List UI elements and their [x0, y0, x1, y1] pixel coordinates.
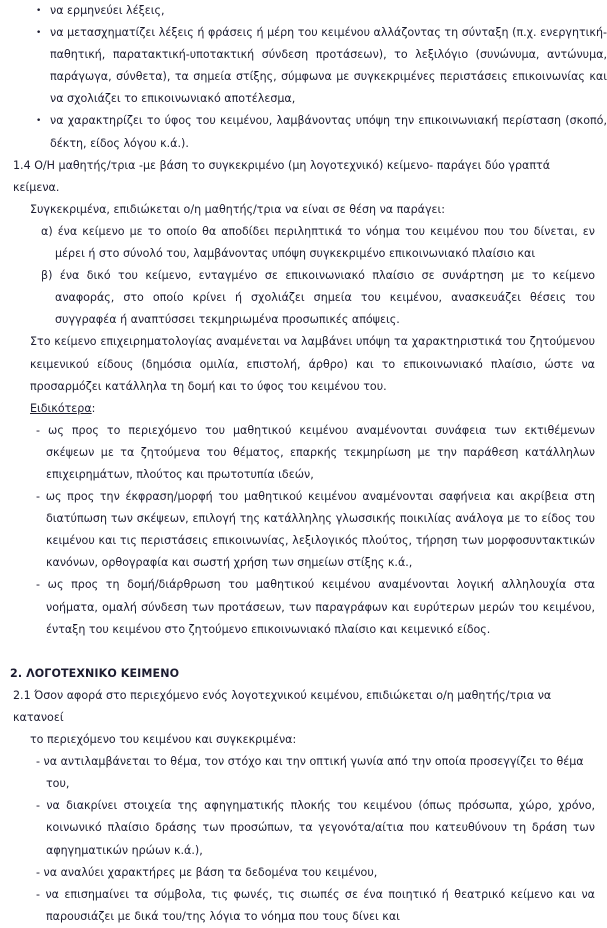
- dash-marker-icon: -: [36, 865, 41, 879]
- dash-list-item: [0, 862, 607, 884]
- dash-item-text: να αναλύει χαρακτήρες με βάση τα δεδομένα του κειμένου,: [43, 865, 378, 879]
- dash-item-text: να επισημαίνει τα σύμβολα, τις φωνές, τις σιωπές σε ένα ποιητικό ή θεατρικό κείμενο και να παρουσιάζει με δικά του/της λόγια το νόημα που τους δίνει και: [45, 887, 595, 923]
- numbered-item-2-1: [0, 685, 607, 729]
- section-spacer: [0, 641, 607, 663]
- bullet-marker-icon: •: [36, 6, 42, 16]
- especially-label: Ειδικότερα: [30, 401, 92, 415]
- especially-label-line: [0, 398, 607, 420]
- especially-colon: :: [91, 401, 96, 415]
- bullet-item-text: να χαρακτηρίζει το ύφος του κειμένου, λαμβάνοντας υπόψη την επικοινωνιακή περίσταση (σκοπό, δέκτη, είδος λόγου κ.ά.).: [50, 114, 607, 150]
- item-2-1-continuation: το περιεχόμενο του κειμένου και συγκεκριμένα:: [30, 733, 297, 747]
- item-lead-text: Όσον αφορά στο περιεχόμενο ενός λογοτεχνικού κειμένου, επιδιώκεται ο/η μαθητής/τρια να κατανοεί: [13, 688, 552, 724]
- dash-marker-icon: -: [36, 578, 41, 592]
- bullet-list-item: [0, 0, 607, 22]
- dash-item-text: ως προς τη δομή/διάρθρωση του μαθητικού κειμένου αναμένονται λογική αλληλουχία στα νοήματα, ομαλή σύνδεση των προτάσεων, των παραγράφων και ευρύτερων μερών του κειμένου, ένταξη του κειμένου στο ζητούμενο επικοινωνιακό πλαίσιο και κειμενικό είδος.: [46, 578, 595, 636]
- dash-list-item: [0, 751, 607, 795]
- numbered-item-1-4: [0, 155, 607, 199]
- dash-item-text: να διακρίνει στοιχεία της αφηγηματικής πλοκής του κειμένου (όπως πρόσωπα, χώρο, χρόνο, κοινωνικό πλαίσιο δράσης των προσώπων, τα γεγονότα/αίτια που κατευθύνουν τη δράση των αφηγηματικών ηρώων κ.ά.),: [46, 799, 596, 857]
- bullet-item-text: να μετασχηματίζει λέξεις ή φράσεις ή μέρη του κειμένου αλλάζοντας τη σύνταξη (π.χ. ενεργητική-παθητική, παρατακτική-υποτακτική σύνδεση προτάσεων), το λεξιλόγιο (συνώνυμα, αντώνυμα, παράγωγα, σύνθετα), τα σημεία στίξης, σύμφωνα με συγκεκριμένες περιστάσεις επικοινωνίας και να σχολιάζει το επικοινωνιακό αποτέλεσμα,: [50, 26, 607, 106]
- item-number: 2.1: [13, 688, 31, 702]
- dash-item-text: ως προς το περιεχόμενο του μαθητικού κειμένου αναμένονται συνάφεια των εκτιθέμενων σκέψεων με τα ζητούμενα του θέματος, επαρκής τεκμηρίωση με την παράθεση κατάλληλων επιχειρημάτων, πλούτος και πρωτοτυπία ιδεών,: [46, 423, 595, 481]
- item-1-4-sub-alpha: α) ένα κείμενο με το οποίο θα αποδίδει περιληπτικά το νόημα του κειμένου που του δίνεται, εν μέρει ή στο σύνολό του, λαμβάνοντας υπόψη συγκεκριμένο επικοινωνιακό πλαίσιο και: [41, 224, 595, 261]
- dash-list-item: [0, 884, 607, 928]
- dash-list-item: [0, 574, 607, 640]
- item-1-4-intro: Συγκεκριμένα, επιδιώκεται ο/η μαθητής/τρια να είναι σε θέση να παράγει:: [30, 202, 446, 216]
- dash-marker-icon: -: [36, 887, 41, 901]
- bullet-list-item: [0, 22, 607, 110]
- dash-list-item: [0, 795, 607, 861]
- dash-marker-icon: -: [36, 490, 41, 504]
- bullet-marker-icon: •: [36, 116, 42, 127]
- bullet-list-item: [0, 110, 607, 154]
- dash-marker-icon: -: [36, 423, 41, 437]
- item-1-4-paragraph: Στο κείμενο επιχειρηματολογίας αναμένεται να λαμβάνει υπόψη τα χαρακτηριστικά του ζητούμενου κειμενικού είδους (δημόσια ομιλία, επιστολή, άρθρο) και το επικοινωνιακό πλαίσιο, ώστε να προσαρμόζει κατάλληλα τη δομή και το ύφος του κειμένου του.: [30, 335, 595, 393]
- dash-item-text: να αντιλαμβάνεται το θέμα, τον στόχο και την οπτική γωνία από την οποία προσεγγίζει το θέμα του,: [43, 755, 584, 791]
- dash-list-item: [0, 486, 607, 574]
- bullet-item-text: να ερμηνεύει λέξεις,: [50, 4, 165, 17]
- item-number: 1.4: [13, 158, 31, 172]
- bullet-marker-icon: •: [36, 28, 42, 39]
- dash-item-text: ως προς την έκφραση/μορφή του μαθητικού κειμένου αναμένονται σαφήνεια και ακρίβεια στη διατύπωση των σκέψεων, επιλογή της κατάλληλης γλωσσικής ποικιλίας ανάλογα με το είδος του κειμένου και τις περιστάσεις επικοινωνίας, λεξιλογικός πλούτος, τήρηση των μορφοσυντακτικών κανόνων, ορθογραφία και σωστή χρήση των σημείων στίξης κ.ά.,: [45, 490, 596, 570]
- section-heading-2: 2. ΛΟΓΟΤΕΧΝΙΚΟ ΚΕΙΜΕΝΟ: [10, 666, 180, 680]
- item-1-4-sub-beta: β) ένα δικό του κείμενο, ενταγμένο σε επικοινωνιακό πλαίσιο σε συνάρτηση με το κείμενο αναφοράς, στο οποίο κρίνει ή σχολιάζει σημεία του κειμένου, ανασκευάζει θέσεις του συγγραφέα ή αναπτύσσει τεκμηριωμένα προσωπικές απόψεις.: [41, 269, 595, 327]
- item-lead-text: Ο/Η μαθητής/τρια -με βάση το συγκεκριμένο (μη λογοτεχνικό) κείμενο- παράγει δύο γραπτά κείμενα.: [13, 158, 551, 194]
- dash-marker-icon: -: [36, 755, 41, 769]
- dash-marker-icon: -: [36, 799, 41, 813]
- dash-list-item: [0, 420, 607, 486]
